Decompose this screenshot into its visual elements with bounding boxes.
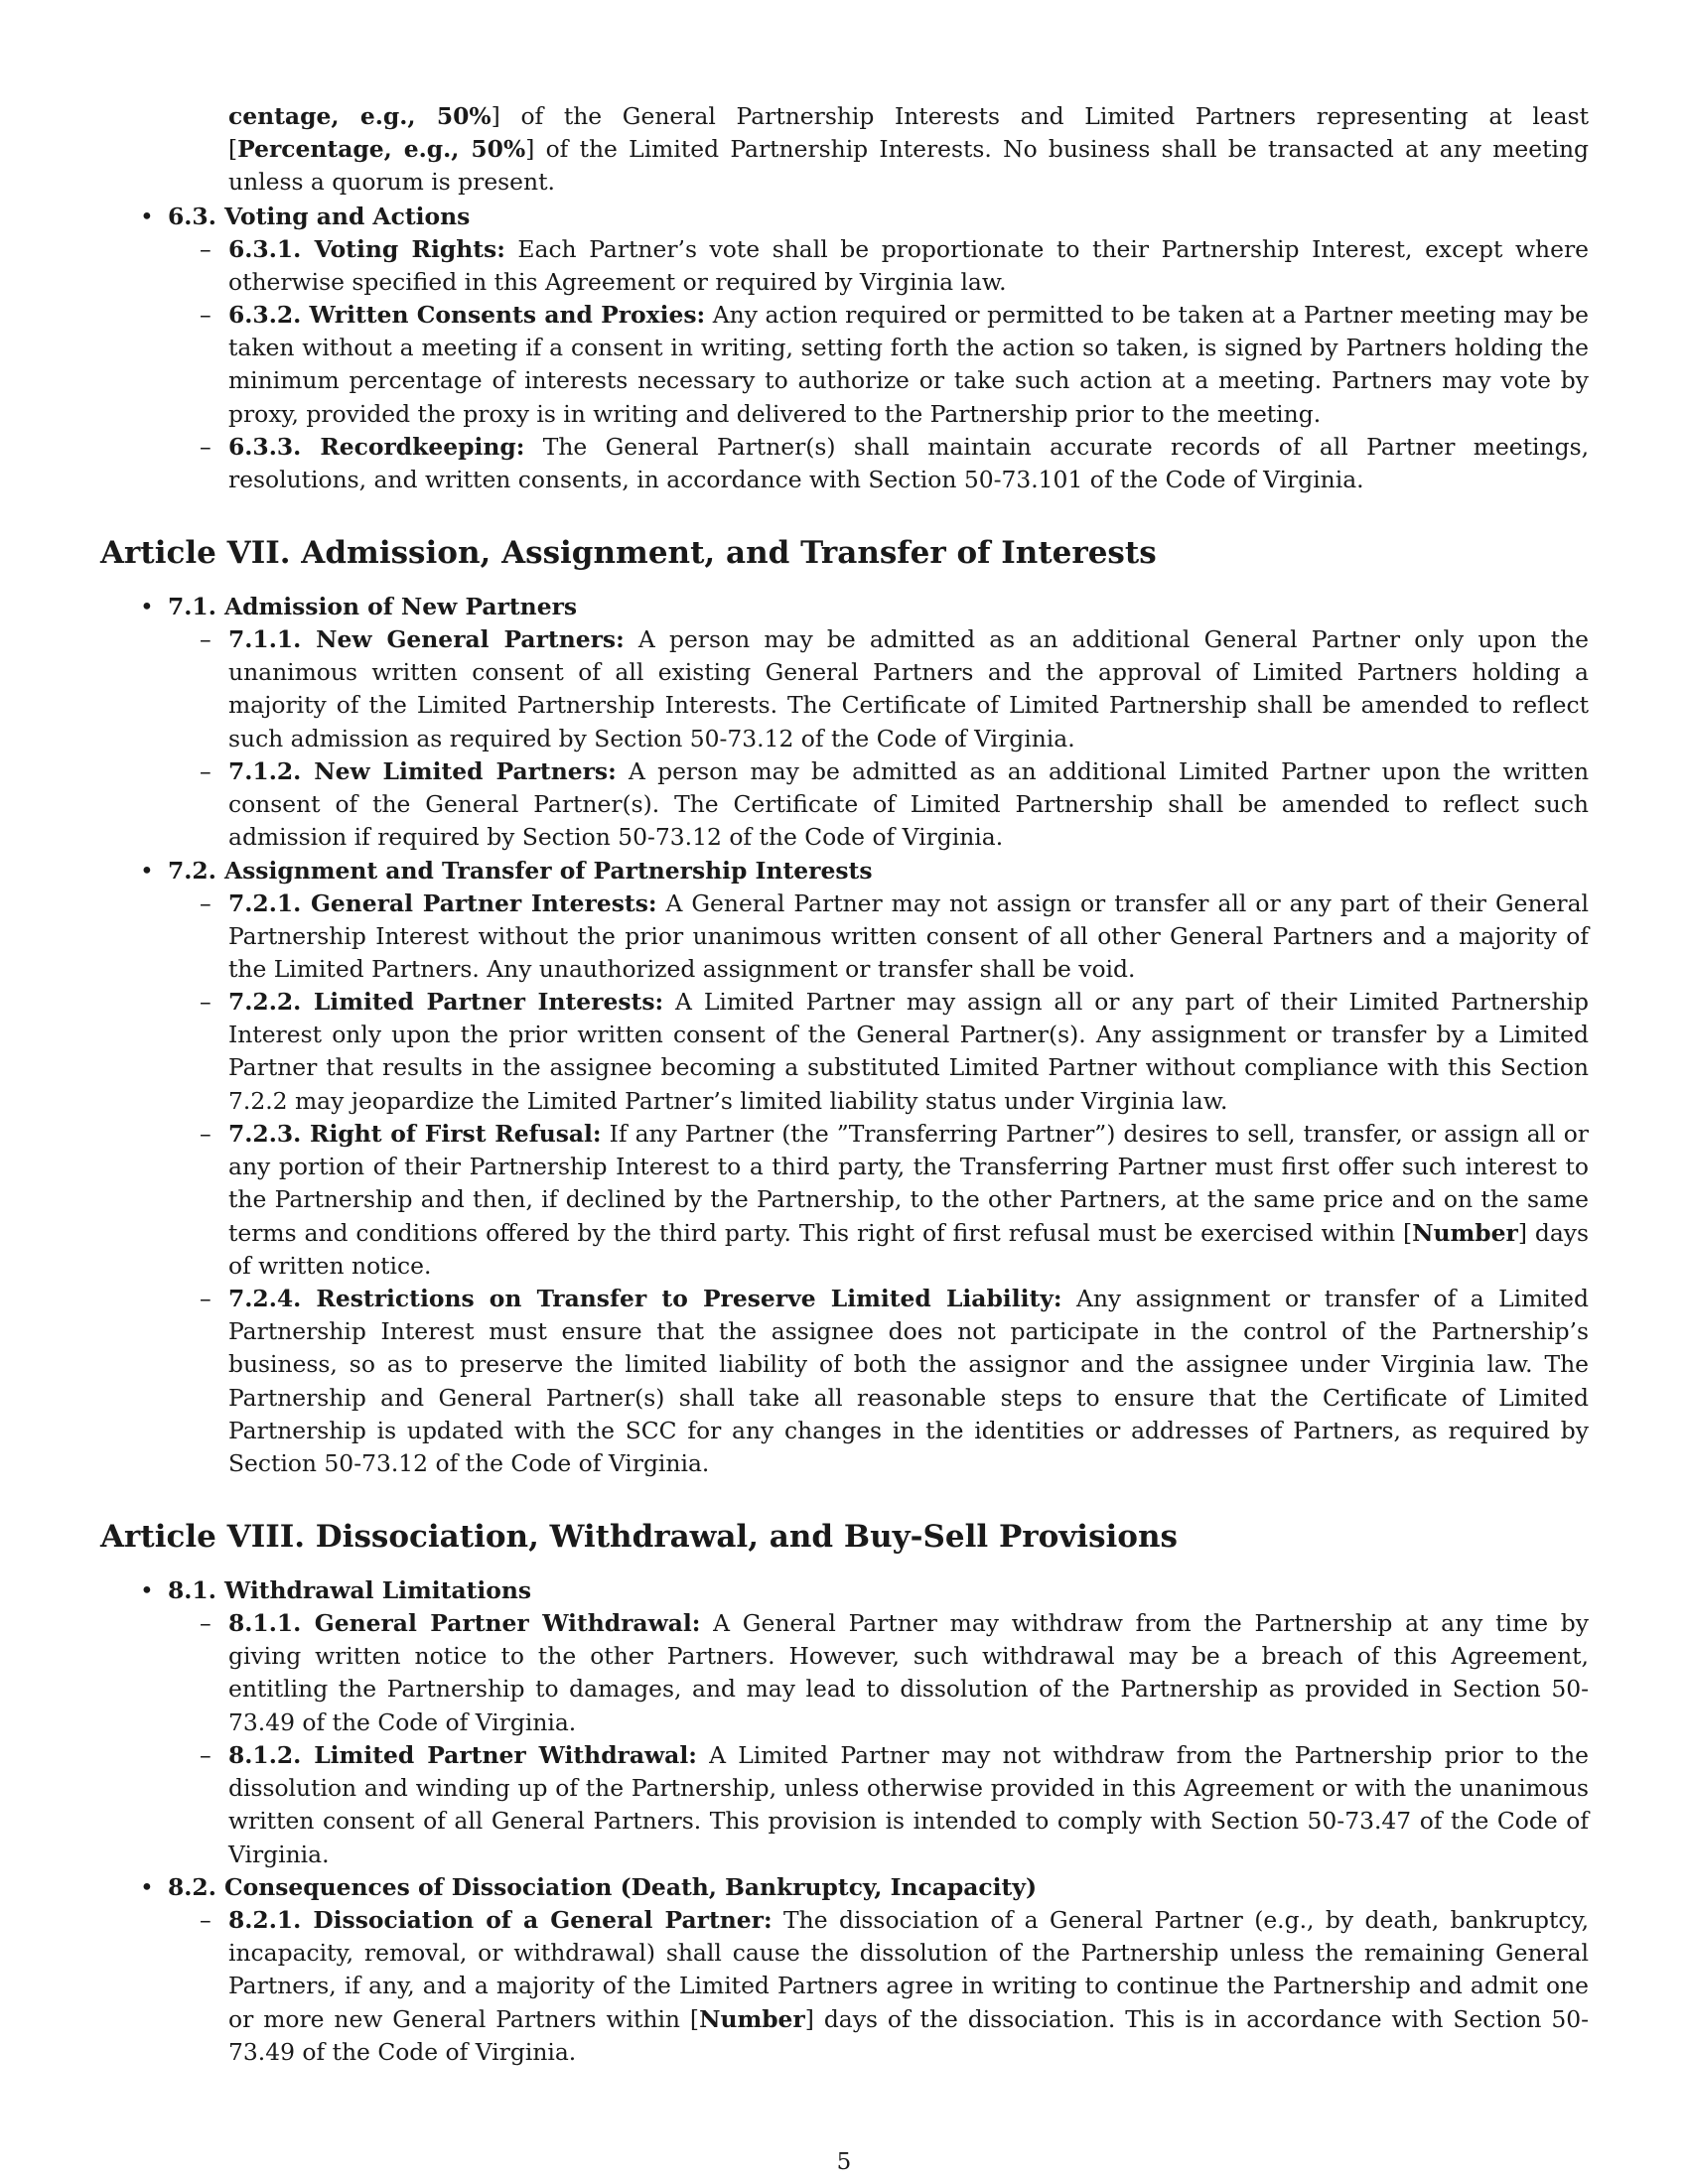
dash-icon: – (200, 235, 211, 263)
dash-icon: – (200, 1285, 211, 1312)
clause-8-1-2: – 8.1.2. Limited Partner Withdrawal: A Limited Partner may not withdraw from the Partnership prior to the dissolution and winding up of the Partnership, unless otherwise provided in this Agreement or with the unanimous written consent of all General Partners. This provision is intended to comply with Section 50-73.47 of the Code of Virginia. (200, 1741, 1589, 1868)
clause-8-2-1: – 8.2.1. Dissociation of a General Partner: The dissociation of a General Partner (e.g., by death, bankruptcy, incapacity, removal, or withdrawal) shall cause the dissolution of the Partnership unless the remaining General Partners, if any, and a majority of the Limited Partners agree in writing to continue the Partnership and admit one or more new General Partners within [Number] days of the dissociation. This is in accordance with Section 50-73.49 of the Code of Virginia. (200, 1906, 1589, 2066)
clause-7-2-3: – 7.2.3. Right of First Refusal: If any Partner (the ”Transferring Partner”) desires to sell, transfer, or assign all or any portion of their Partnership Interest to a third party, the Transferring Partner must first offer such interest to the Partnership and then, if declined by the Partnership, to the other Partners, at the same price and on the same terms and conditions offered by the third party. This right of first refusal must be exercised within [Number] days of written notice. (200, 1120, 1589, 1280)
dash-icon: – (200, 1120, 211, 1148)
number-placeholder: Number (699, 2004, 805, 2033)
percentage-placeholder: Percentage, e.g., 50% (237, 135, 526, 164)
dash-icon: – (200, 757, 211, 785)
percentage-placeholder: centage, e.g., 50% (228, 102, 492, 130)
bullet-icon: • (140, 593, 154, 620)
dash-icon: – (200, 988, 211, 1016)
clause-7-1-2: – 7.1.2. New Limited Partners: A person may be admitted as an additional Limited Partner upon the written consent of the General Partner(s). The Certificate of Limited Partnership shall be amended to reflect such admission if required by Section 50-73.12 of the Code of Virginia. (200, 757, 1590, 852)
clause-6-3-3: – 6.3.3. Recordkeeping: The General Partner(s) shall maintain accurate records of all Partner meetings, resolutions, and written consents, in accordance with Section 50-73.101 of the Code of Virginia. (200, 433, 1590, 494)
page-number: 5 (836, 2149, 852, 2175)
number-placeholder: Number (1412, 1218, 1518, 1247)
clause-7-2-2: – 7.2.2. Limited Partner Interests: A Limited Partner may assign all or any part of their Limited Partnership Interest only upon the prior written consent of the General Partner(s). Any assignment or transfer by a Limited Partner that results in the assignee becoming a substituted Limited Partner without compliance with this Section 7.2.2 may jeopardize the Limited Partner’s limited liability status under Virginia law. (200, 988, 1589, 1115)
clause-6-3-1: – 6.3.1. Voting Rights: Each Partner’s vote shall be proportionate to their Partnership Interest, except where otherwise specified in this Agreement or required by Virginia law. (200, 235, 1589, 297)
quorum-paragraph: centage, e.g., 50%] of the General Partnership Interests and Limited Partners representing at least [Percentage, e.g., 50%] of the Limited Partnership Interests. No business shall be transacted at any meeting unless a quorum is present. (228, 102, 1589, 197)
dash-icon: – (200, 433, 211, 461)
clause-6-3-2: – 6.3.2. Written Consents and Proxies: Any action required or permitted to be taken at a Partner meeting may be taken without a meeting if a consent in writing, setting forth the action so taken, is signed by Partners holding the minimum percentage of interests necessary to authorize or take such action at a meeting. Partners may vote by proxy, provided the proxy is in writing and delivered to the Partnership prior to the meeting. (200, 301, 1589, 428)
dash-icon: – (200, 625, 211, 653)
article-viii-title: Article VIII. Dissociation, Withdrawal, and Buy-Sell Provisions (100, 1519, 1178, 1555)
dash-icon: – (200, 889, 211, 917)
dash-icon: – (200, 1906, 211, 1934)
bullet-icon: • (140, 1576, 154, 1604)
document-page: centage, e.g., 50%] of the General Partnership Interests and Limited Partners representing at least [Percentage, e.g., 50%] of the Limited Partnership Interests. No business shall be transacted at any meeting unless a quorum is present. • 6.3. Voting and Actions – 6.3.1. Voting Rights: Each Partner’s vote shall be proportionate to their Partnership Interest, except where otherwise specified in this Agreement or required by Virginia law. – 6.3.2. Written Consents and Proxies: Any action required or permitted to be taken at a Partner meeting may be taken without a meeting if a consent in writing, setting forth the action so taken, is signed by Partners holding the minimum percentage of interests necessary to authorize or take such action at a meeting. Partners may vote by proxy, provided the proxy is in writing and delivered to the Partnership prior to the meeting. – 6.3.3. Recordkeeping: The General Partner(s) shall maintain accurate records of all Partner meetings, resolutions, and written consents, in accordance with Section 50-73.101 of the Code of Virginia. Article VII. Admission, Assignment, and Transfer of Interests • 7.1. Admission of New Partners – 7.1.1. New General Partners: A person may be admitted as an additional General Partner only upon the unanimous written consent of all existing General Partners and the approval of Limited Partners holding a majority of the Limited Partnership Interests. The Certificate of Limited Partnership shall be amended to reflect such admission as required by Section 50-73.12 of the Code of Virginia. – 7.1.2. New Limited Partners: A person may be admitted as an additional Limited Partner upon the written consent of the General Partner(s). The Certificate of Limited Partnership shall be amended to reflect such admission if required by Section 50-73.12 of the Code of Virginia. • 7.2. Assignment and Transfer of Partnership Interests – 7.2.1. General Partner Interests: A General Partner may not assign or transfer all or any part of their General Partnership Interest without the prior unanimous written consent of all other General Partners and a majority of the Limited Partners. Any unauthorized assignment or transfer shall be void. – 7.2.2. Limited Partner Interests: A Limited Partner may assign all or any part of their Limited Partnership Interest only upon the prior written consent of the General Partner(s). Any assignment or transfer by a Limited Partner that results in the assignee becoming a substituted Limited Partner without compliance with this Section 7.2.2 may jeopardize the Limited Partner’s limited liability status under Virginia law. – 7.2.3. Right of First Refusal: If any Partner (the ”Transferring Partner”) desires to sell, transfer, or assign all or any portion of their Partnership Interest to a third party, the Transferring Partner must first offer such interest to the Partnership and then, if declined by the Partnership, to the other Partners, at the same price and on the same terms and conditions offered by the third party. This right of first refusal must be exercised within [Number] days of written notice. – 7.2.4. Restrictions on Transfer to Preserve Limited Liability: Any assignment or transfer of a Limited Partnership Interest must ensure that the assignee does not participate in the control of the Partnership’s business, so as to preserve the limited liability of both the assignor and the assignee under Virginia law. The Partnership and General Partner(s) shall take all reasonable steps to ensure that the Certificate of Limited Partnership is updated with the SCC for any changes in the identities or addresses of Partners, as required by Section 50-73.12 of the Code of Virginia. Article VIII. Dissociation, Withdrawal, and Buy-Sell Provisions • 8.1. Withdrawal Limitations – 8.1.1. General Partner Withdrawal: A General Partner may withdraw from the Partnership at any time by giving written notice to the other Partners. However, such withdrawal may be a breach of this Agreement, entitling the Partnership to damages, and may lead to dissolution of the Partnership as provided in Section 50-73.49 of the Code of Virginia. – 8.1.2. Limited Partner Withdrawal: A Limited Partner may not withdraw from the Partnership prior to the dissolution and winding up of the Partnership, unless otherwise provided in this Agreement or with the unanimous written consent of all General Partners. This provision is intended to comply with Section 50-73.47 of the Code of Virginia. • 8.2. Consequences of Dissociation (Death, Bankruptcy, Incapacity) – 8.2.1. Dissociation of a General Partner: The dissociation of a General Partner (e.g., by death, bankruptcy, incapacity, removal, or withdrawal) shall cause the dissolution of the Partnership unless the remaining General Partners, if any, and a majority of the Limited Partners agree in writing to continue the Partnership and admit one or more new General Partners within [Number] days of the dissociation. This is in accordance with Section 50-73.49 of the Code of Virginia. 5 (0, 0, 1688, 2184)
article-vii-title: Article VII. Admission, Assignment, and Transfer of Interests (100, 535, 1157, 571)
clause-7-2-1: – 7.2.1. General Partner Interests: A General Partner may not assign or transfer all or any part of their General Partnership Interest without the prior unanimous written consent of all other General Partners and a majority of the Limited Partners. Any unauthorized assignment or transfer shall be void. (200, 889, 1589, 984)
bullet-icon: • (140, 857, 154, 885)
clause-7-1-1: – 7.1.1. New General Partners: A person may be admitted as an additional General Partner only upon the unanimous written consent of all existing General Partners and the approval of Limited Partners holding a majority of the Limited Partnership Interests. The Certificate of Limited Partnership shall be amended to reflect such admission as required by Section 50-73.12 of the Code of Virginia. (200, 625, 1590, 752)
bullet-icon: • (140, 203, 154, 230)
clause-7-2-4: – 7.2.4. Restrictions on Transfer to Preserve Limited Liability: Any assignment or transfer of a Limited Partnership Interest must ensure that the assignee does not participate in the control of the Partnership’s business, so as to preserve the limited liability of both the assignor and the assignee under Virginia law. The Partnership and General Partner(s) shall take all reasonable steps to ensure that the Certificate of Limited Partnership is updated with the SCC for any changes in the identities or addresses of Partners, as required by Section 50-73.12 of the Code of Virginia. (200, 1285, 1589, 1478)
clause-8-1-1: – 8.1.1. General Partner Withdrawal: A General Partner may withdraw from the Partnership at any time by giving written notice to the other Partners. However, such withdrawal may be a breach of this Agreement, entitling the Partnership to damages, and may lead to dissolution of the Partnership as provided in Section 50-73.49 of the Code of Virginia. (200, 1609, 1589, 1736)
bullet-icon: • (140, 1873, 154, 1901)
dash-icon: – (200, 301, 211, 329)
dash-icon: – (200, 1741, 211, 1769)
dash-icon: – (200, 1609, 211, 1637)
